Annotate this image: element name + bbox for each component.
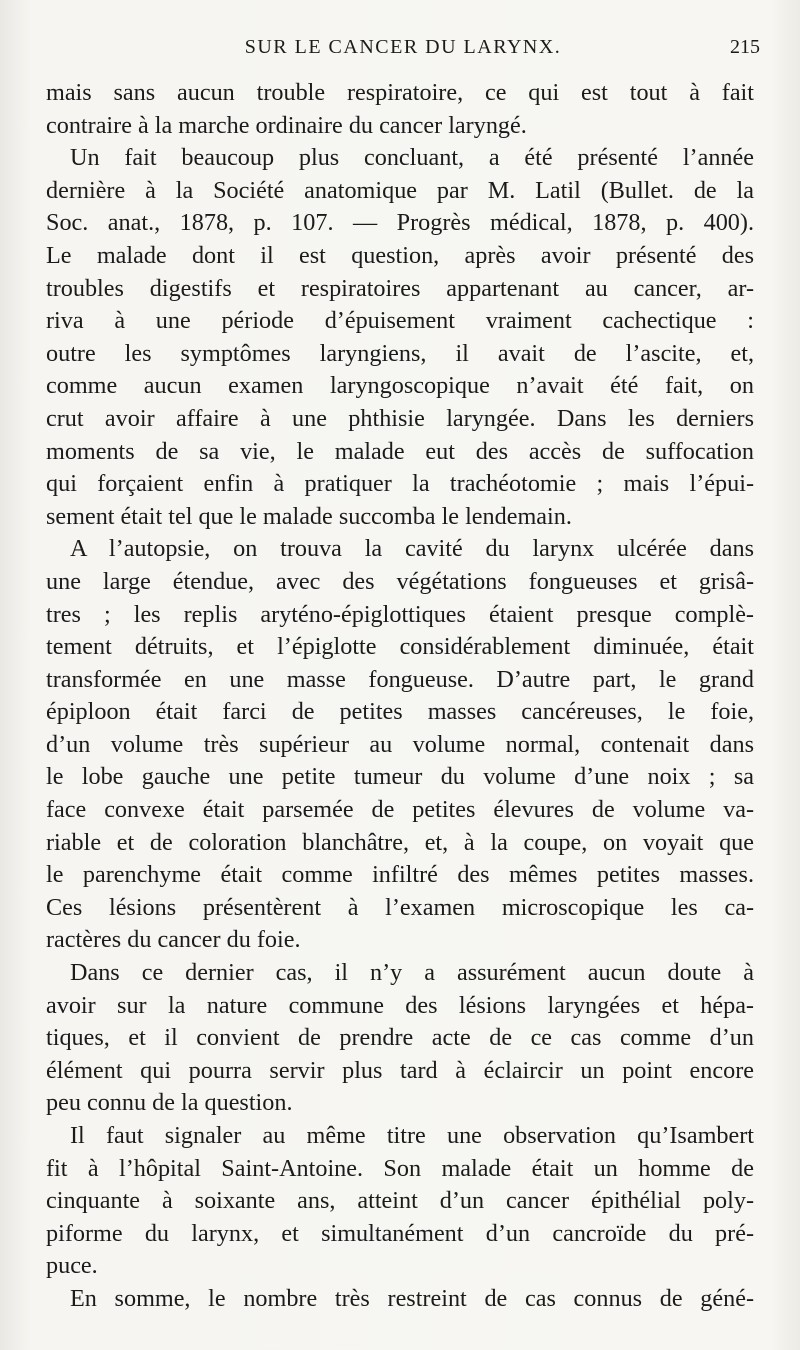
body-text xyxy=(46,77,754,1316)
text-line: Il faut signaler au même titre une observation qu’Isambert xyxy=(70,1122,754,1149)
text-line: piforme du larynx, et simultanément d’un cancroïde du pré- xyxy=(46,1219,754,1247)
text-line: Dans ce dernier cas, il n’y a assurément aucun doute à xyxy=(70,959,754,987)
text-line: Ces lésions présentèrent à l’examen microscopique les ca- xyxy=(46,893,754,921)
text-line: sement était tel que le malade succomba le lendemain. xyxy=(46,502,572,530)
text-line: Un fait beaucoup plus concluant, a été présenté l’année xyxy=(70,144,754,172)
text-line: avoir sur la nature commune des lésions laryngées et hépa- xyxy=(46,991,754,1019)
text-line: crut avoir affaire à une phthisie laryngée. Dans les derniers xyxy=(46,404,754,432)
text-line: mais sans aucun trouble respiratoire, ce qui est tout à fait xyxy=(46,79,754,106)
text-line: élément qui pourra servir plus tard à éclaircir un point encore xyxy=(46,1056,754,1084)
text-line: tiques, et il convient de prendre acte de ce cas comme d’un xyxy=(46,1024,754,1052)
text-line: comme aucun examen laryngoscopique n’avait été fait, on xyxy=(46,372,754,400)
text-line: transformée en une masse fongueuse. D’autre part, le grand xyxy=(46,665,754,693)
text-line: outre les symptômes laryngiens, il avait de l’ascite, et, xyxy=(46,339,754,367)
text-line: fit à l’hôpital Saint-Antoine. Son malade était un homme de xyxy=(46,1154,754,1182)
text-line: riva à une période d’épuisement vraiment cachectique : xyxy=(46,307,754,335)
text-line: face convexe était parsemée de petites élevures de volume va- xyxy=(46,796,754,824)
text-line: dernière à la Société anatomique par M. Latil (Bullet. de la xyxy=(46,176,754,204)
text-line: puce. xyxy=(46,1252,98,1280)
text-line: cinquante à soixante ans, atteint d’un cancer épithélial poly- xyxy=(46,1187,754,1215)
text-line: A l’autopsie, on trouva la cavité du larynx ulcérée dans xyxy=(70,535,754,563)
text-line: qui forçaient enfin à pratiquer la trachéotomie ; mais l’épui- xyxy=(46,470,754,498)
text-line: En somme, le nombre très restreint de cas connus de géné- xyxy=(70,1284,754,1312)
text-line: contraire à la marche ordinaire du cancer laryngé. xyxy=(46,111,527,139)
text-line: d’un volume très supérieur au volume normal, contenait dans xyxy=(46,730,754,758)
page-header xyxy=(46,36,760,62)
text-line: le parenchyme était comme infiltré des mêmes petites masses. xyxy=(46,861,754,889)
text-line: moments de sa vie, le malade eut des accès de suffocation xyxy=(46,437,754,465)
text-line: une large étendue, avec des végétations fongueuses et grisâ- xyxy=(46,567,754,595)
running-title: SUR LE CANCER DU LARYNX. xyxy=(244,36,562,58)
page-number: 215 xyxy=(730,36,760,58)
text-line: Le malade dont il est question, après avoir présenté des xyxy=(46,241,754,269)
text-line: épiploon était farci de petites masses cancéreuses, le foie, xyxy=(46,698,754,726)
text-line: Soc. anat., 1878, p. 107. — Progrès médical, 1878, p. 400). xyxy=(46,209,754,237)
text-line: riable et de coloration blanchâtre, et, à la coupe, on voyait que xyxy=(46,828,754,856)
text-line: troubles digestifs et respiratoires appartenant au cancer, ar- xyxy=(46,274,754,302)
text-line: tres ; les replis aryténo-épiglottiques étaient presque complè- xyxy=(46,600,754,628)
text-line: le lobe gauche une petite tumeur du volume d’une noix ; sa xyxy=(46,763,754,791)
text-line: ractères du cancer du foie. xyxy=(46,926,301,954)
text-line: peu connu de la question. xyxy=(46,1089,293,1117)
text-line: tement détruits, et l’épiglotte considérablement diminuée, était xyxy=(46,633,754,661)
